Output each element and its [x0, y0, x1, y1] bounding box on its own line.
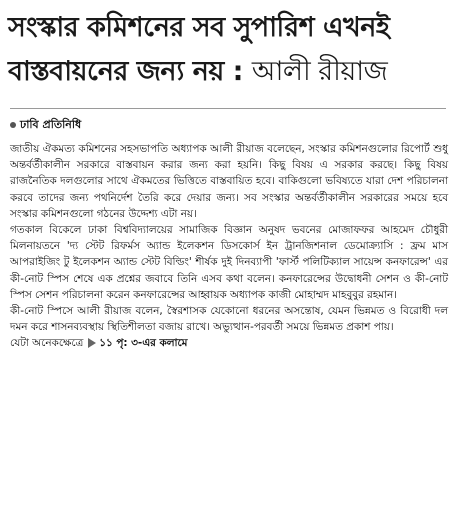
- byline-text: ঢাবি প্রতিনিধি: [20, 118, 82, 131]
- paragraph-1: জাতীয় ঐকমত্য কমিশনের সহসভাপতি অধ্যাপক আলী রীয়াজ বলেছেন, সংস্কার কমিশনগুলোর রিপোর্ট শুধু অন্তর্বর্তীকালীন সরকারে বাস্তবায়ন করার জন্য করা হয়নি। কিছু বিষয় এ সরকার করছে। কিছু বিষয় রাজনৈতিক দলগুলোর সাথে ঐকমতের ভিত্তিতে বাস্তবায়িত হবে। বাকিগুলো ভবিষ্যতে যারা দেশ পরিচালনা করবে তাদের জন্য পথনির্দেশ তৈরি করে দেয়ার জন্য। সব সংস্কার অন্তর্বর্তীকালীন সরকারের সময়ে হবে সংস্কার কমিশনগুলো গঠনের উদ্দেশ্য এটা নয়।: [10, 143, 448, 220]
- byline: [10, 117, 450, 133]
- headline-line-2: [8, 50, 448, 94]
- continuation-reference: ১১ পৃ: ৩-এর কলামে: [99, 337, 188, 350]
- divider: [10, 108, 446, 109]
- paragraph-2: গতকাল বিকেলে ঢাকা বিশ্ববিদ্যালয়ের সামাজিক বিজ্ঞান অনুষদ ভবনের মোজাফফর আহমেদ চৌধুরী মিলনায়তনে 'দ্য স্টেট রিফর্মস অ্যান্ড ইলেকশন ডিসকোর্স ইন ট্রানজিশনাল ডেমোক্র্যাসি : ফ্রম মাস আপরাইজিং টু ইলেকশন অ্যান্ড স্টেট বিল্ডিং' শীর্ষক দুই দিনব্যাপী 'ফার্স্ট পলিটিক্যাল সায়েন্স কনফারেন্স' এর কী-নোট স্পিস শেষে এক প্রশ্নের জবাবে তিনি এসব কথা বলেন। কনফারেন্সের উদ্বোধনী সেশন ও কী-নোট স্পিস সেশন পরিচালনা করেন কনফারেন্সের আহ্বায়ক অধ্যাপক কাজী মোহাম্মদ মাহবুবুর রহমান।: [10, 224, 448, 301]
- headline-line-1: সংস্কার কমিশনের সব সুপারিশ এখনই: [8, 12, 390, 43]
- arrow-right-icon: [88, 338, 96, 348]
- headline: [6, 6, 450, 94]
- headline-attribution: আলী রীয়াজ: [251, 56, 388, 87]
- bullet-icon: [10, 122, 16, 128]
- headline-main-text: বাস্তবায়নের জন্য নয়: [8, 56, 224, 87]
- headline-colon: :: [223, 56, 252, 87]
- continuation-text: যেটা অনেকক্ষেত্রে: [10, 337, 84, 350]
- paragraph-3: কী-নোট স্পিসে আলী রীয়াজ বলেন, স্বৈরশাসক যেকোনো ধরনের অসন্তোষ, যেমন ভিন্নমত ও বিরোধী দল দমন করে শাসনব্যবস্থায় স্থিতিশীলতা বজায় রাখে। অভ্যুত্থান-পরবর্তী সময়ে ভিন্নমত প্রকাশ পায়।: [10, 305, 448, 334]
- continuation-line: [6, 335, 450, 351]
